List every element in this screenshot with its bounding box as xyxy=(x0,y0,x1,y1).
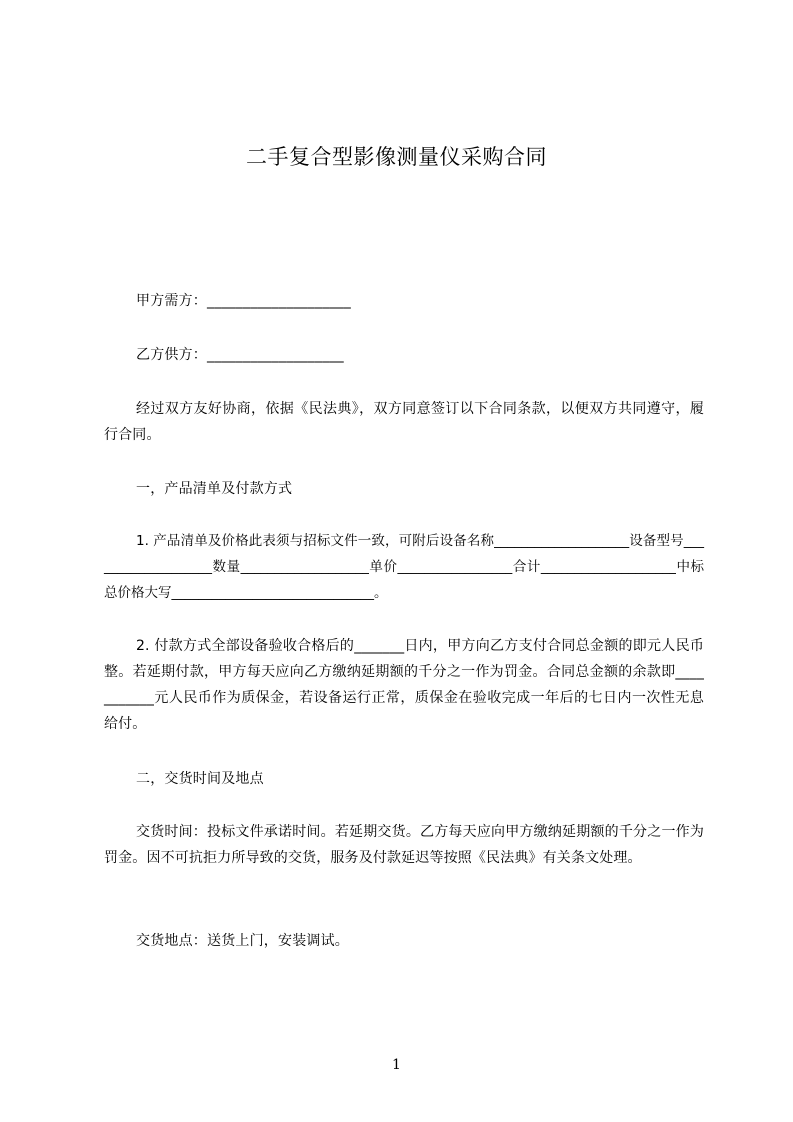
delivery-time-paragraph: 交货时间：投标文件承诺时间。若延期交货。乙方每天应向甲方缴纳延期额的千分之一作为罚金。因不可抗拒力所导致的交货，服务及付款延迟等按照《民法典》有关条文处理。 xyxy=(104,824,704,866)
party-a-blank: ____________________ xyxy=(207,293,351,309)
contract-title: 二手复合型影像测量仪采购合同 xyxy=(246,145,547,169)
clause-2-paragraph: 2. 付款方式全部设备验收合格后的_______日内，甲方向乙方支付合同总金额的即元人民币整。若延期付款，甲方每天应向乙方缴纳延期额的千分之一作为罚金。合同总金额的余款即___________元人民币作为质保金，若设备运行正常，质保金在验收完成一年后的七日内一次性无息给付。 xyxy=(104,638,704,732)
party-b-label: 乙方供方： xyxy=(136,347,207,363)
party-a-label: 甲方需方： xyxy=(136,293,207,309)
party-a-line xyxy=(136,291,351,311)
party-b-blank: ___________________ xyxy=(207,347,344,363)
intro-paragraph: 经过双方友好协商，依据《民法典》，双方同意签订以下合同条款，以便双方共同遵守，履行合同。 xyxy=(104,401,704,443)
section-1-heading: 一，产品清单及付款方式 xyxy=(136,481,293,497)
clause-1-paragraph: 1. 产品清单及价格此表须与招标文件一致，可附后设备名称____________________设备型号___________________数量___________________单价_________________合计____________________中标总价格大写______________________________。 xyxy=(104,533,704,601)
party-b-line xyxy=(136,345,344,365)
section-2-heading: 二，交货时间及地点 xyxy=(136,771,264,787)
delivery-place-line: 交货地点：送货上门，安装调试。 xyxy=(136,933,349,949)
page-number: 1 xyxy=(392,1057,401,1073)
